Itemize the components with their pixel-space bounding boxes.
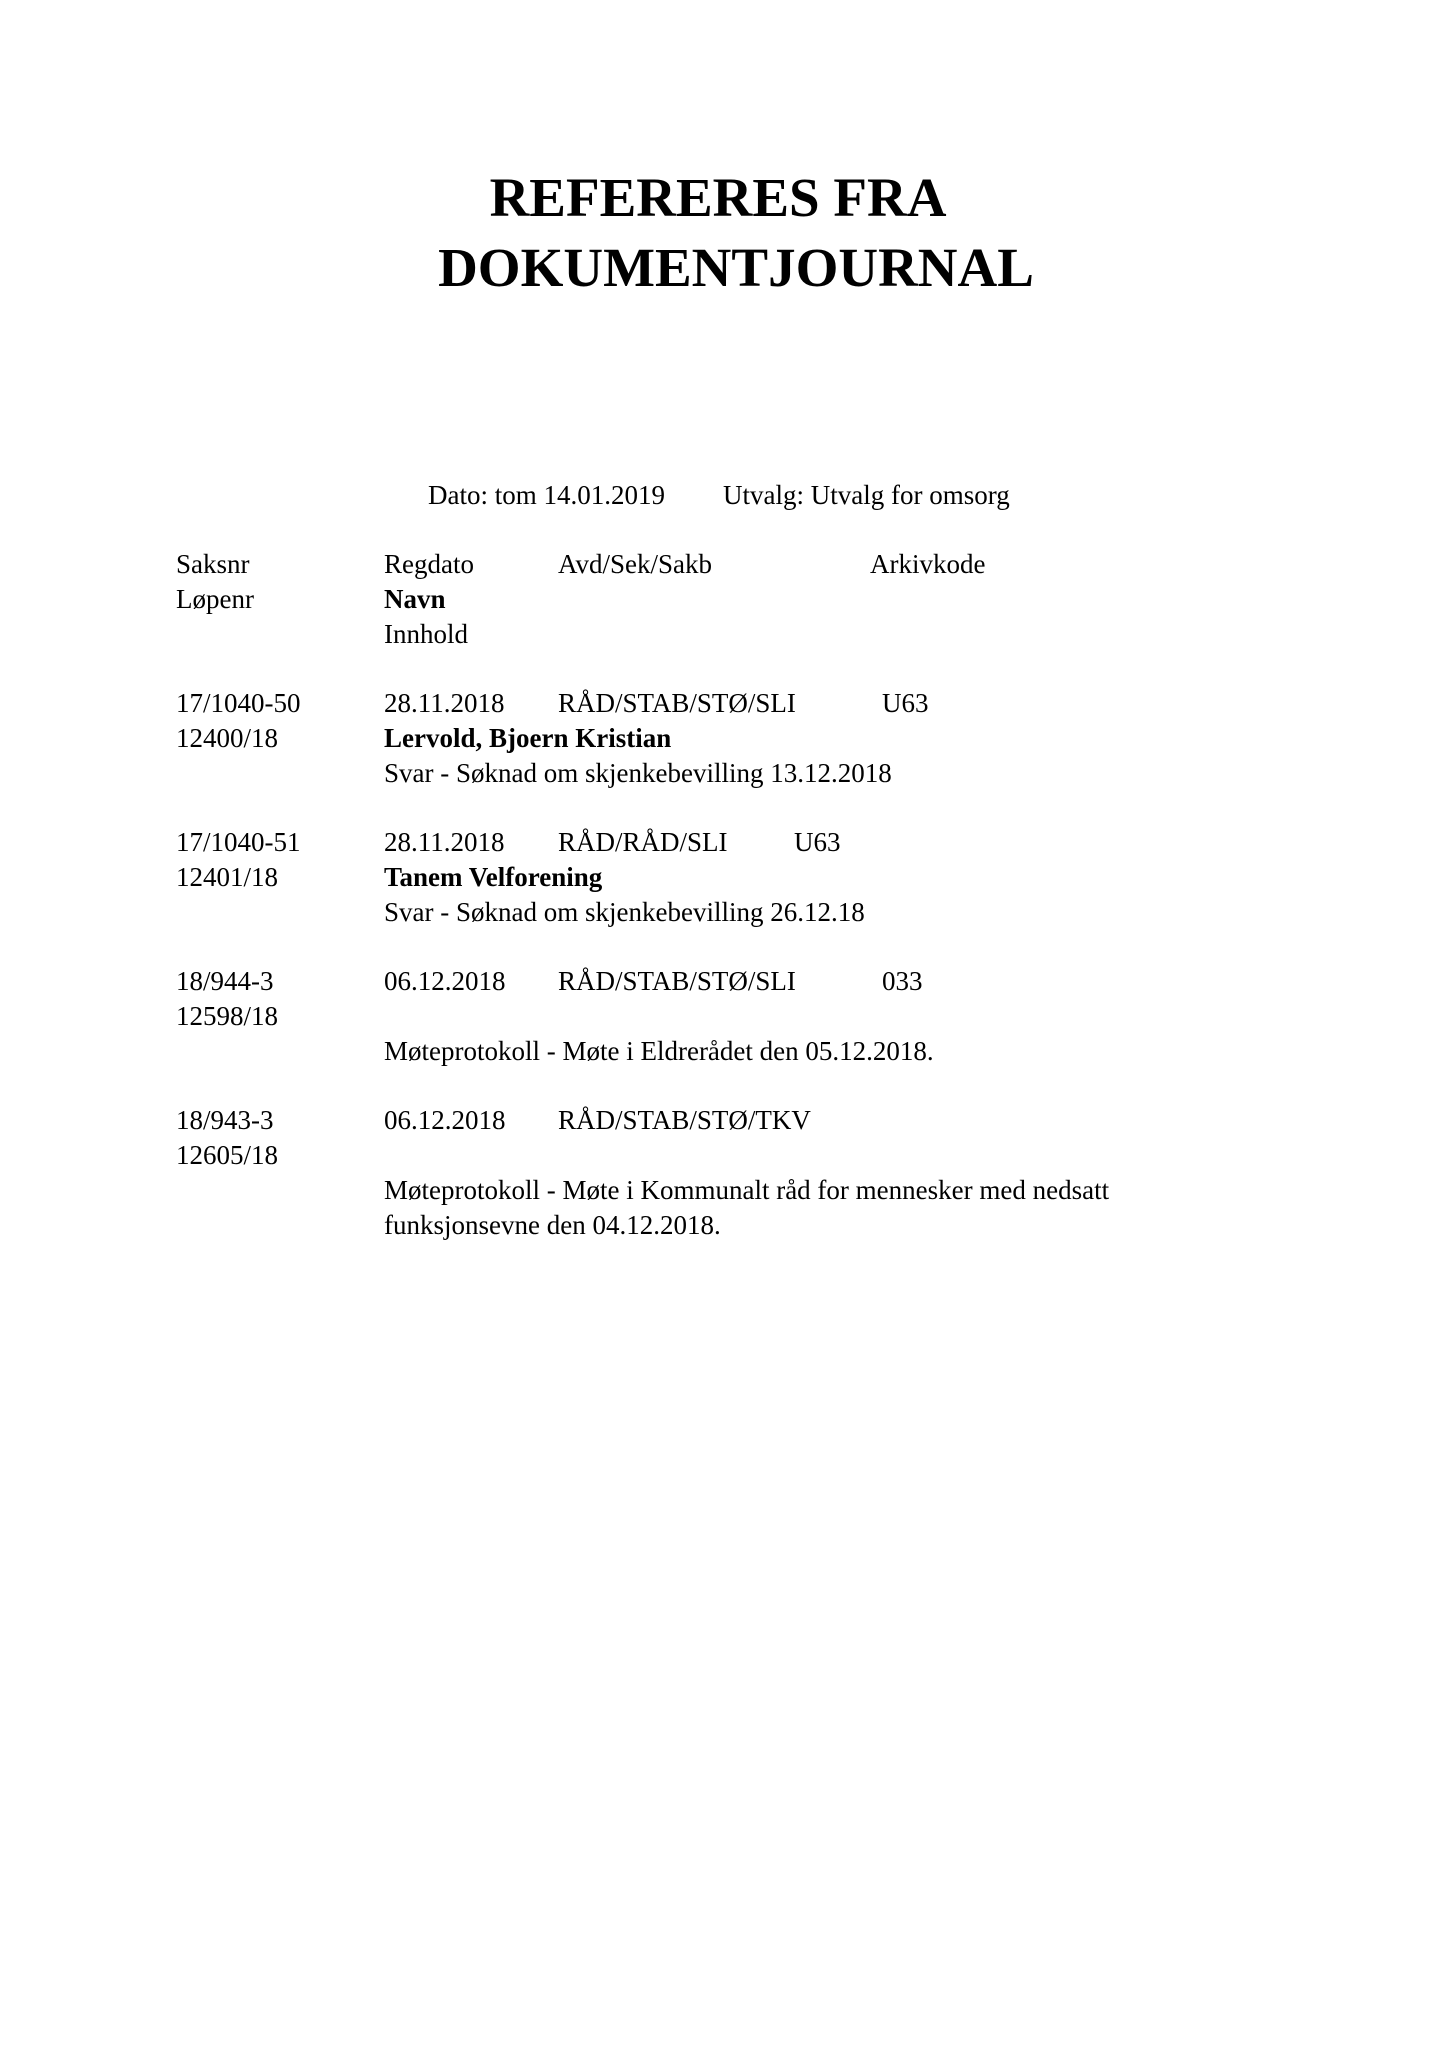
document-title-line-1: REFERERES FRA [489, 167, 947, 228]
entry-avd: RÅD/STAB/STØ/SLI [558, 688, 796, 718]
header-navn: Navn [384, 584, 446, 614]
entry-regdato: 06.12.2018 [384, 1105, 506, 1135]
header-arkivkode: Arkivkode [870, 549, 986, 579]
entry-innhold: Svar - Søknad om skjenkebevilling 13.12.2018 [384, 758, 892, 788]
filter-committee: Utvalg: Utvalg for omsorg [723, 480, 1010, 510]
header-lopenr: Løpenr [176, 584, 254, 614]
entry-navn: Lervold, Bjoern Kristian [384, 723, 672, 753]
entry-arkivkode: U63 [794, 827, 841, 857]
entry-saksnr: 17/1040-51 [176, 827, 301, 857]
entry-innhold: Møteprotokoll - Møte i Eldrerådet den 05.12.2018. [384, 1036, 934, 1066]
entry-avd: RÅD/STAB/STØ/SLI [558, 966, 796, 996]
entry-innhold: Møteprotokoll - Møte i Kommunalt råd for mennesker med nedsatt [384, 1175, 1110, 1205]
entry-navn: Tanem Velforening [384, 862, 603, 892]
entry-lopenr: 12401/18 [176, 862, 279, 892]
entry-avd: RÅD/STAB/STØ/TKV [558, 1105, 811, 1135]
entry-arkivkode: 033 [882, 966, 923, 996]
entry-lopenr: 12400/18 [176, 723, 279, 753]
entry-saksnr: 18/943-3 [176, 1105, 274, 1135]
entry-saksnr: 17/1040-50 [176, 688, 301, 718]
document-title-line-2: DOKUMENTJOURNAL [438, 237, 1034, 298]
entry-lopenr: 12605/18 [176, 1140, 279, 1170]
entry-lopenr: 12598/18 [176, 1001, 279, 1031]
header-regdato: Regdato [384, 549, 474, 579]
entry-regdato: 06.12.2018 [384, 966, 506, 996]
header-avd-sek-sakb: Avd/Sek/Sakb [558, 549, 712, 579]
entry-regdato: 28.11.2018 [384, 827, 505, 857]
entry-innhold: Svar - Søknad om skjenkebevilling 26.12.18 [384, 897, 865, 927]
entry-arkivkode: U63 [882, 688, 929, 718]
header-innhold: Innhold [384, 619, 468, 649]
filter-date: Dato: tom 14.01.2019 [428, 480, 665, 510]
entry-saksnr: 18/944-3 [176, 966, 274, 996]
entry-innhold-continued: funksjonsevne den 04.12.2018. [384, 1210, 721, 1240]
entry-avd: RÅD/RÅD/SLI [558, 827, 728, 857]
entry-regdato: 28.11.2018 [384, 688, 505, 718]
header-saksnr: Saksnr [176, 549, 250, 579]
